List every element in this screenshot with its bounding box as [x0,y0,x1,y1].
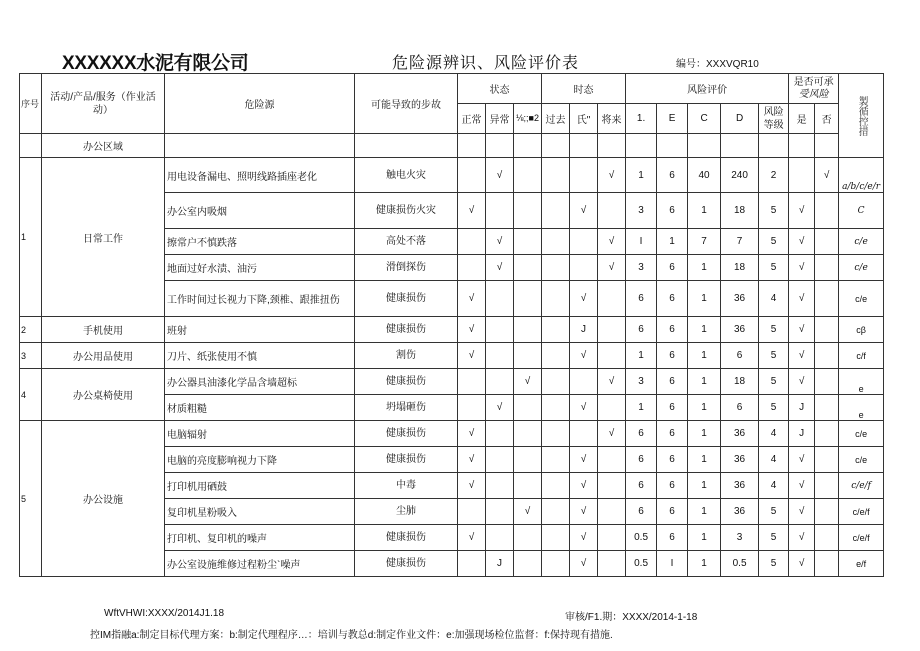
yes-cell: √ [789,317,815,343]
lvl-cell: 4 [759,447,789,473]
abnormal-cell: √ [486,255,514,281]
emer-cell [514,473,542,499]
consequence-cell: 中毒 [355,473,458,499]
d-cell: 36 [721,281,759,317]
e-cell: 6 [657,193,688,229]
abnormal-cell [486,421,514,447]
footer-reviewed: 审核/F1.期：XXXX/2014-1-18 [565,612,698,623]
l-cell: 6 [626,281,657,317]
l-cell: 0.5 [626,525,657,551]
header-state: 状态 [458,74,542,104]
yes-cell: J [789,421,815,447]
past-cell [542,193,570,229]
normal-cell: √ [458,343,486,369]
present-cell: √ [570,525,598,551]
activity-seq: 5 [20,421,42,577]
d-cell: 240 [721,158,759,193]
abnormal-cell [486,447,514,473]
e-cell: 6 [657,255,688,281]
emer-cell [514,317,542,343]
header-yes: 是 [789,104,815,134]
c-cell: 1 [688,395,721,421]
lvl-cell: 5 [759,317,789,343]
present-cell: √ [570,499,598,525]
table-row [20,343,884,369]
c-cell: 7 [688,229,721,255]
abnormal-cell [486,369,514,395]
hazard-cell: 用电设备漏电、照明线路插座老化 [165,158,355,193]
hazard-cell: 复印机星粉吸入 [165,499,355,525]
future-cell [598,343,626,369]
emer-cell: √ [514,499,542,525]
normal-cell: √ [458,421,486,447]
c-cell: 1 [688,255,721,281]
past-cell [542,447,570,473]
table-row [20,421,884,447]
no-cell [815,193,839,229]
present-cell: √ [570,473,598,499]
abnormal-cell [486,317,514,343]
control-cell: e/f [839,551,884,577]
emer-cell [514,395,542,421]
d-cell: 18 [721,193,759,229]
header-emergency: ⅛;;■2 [514,104,542,134]
present-cell: √ [570,281,598,317]
e-cell: 6 [657,158,688,193]
document-title: 危险源辨识、风险评价表 [392,53,580,72]
normal-cell: √ [458,317,486,343]
hazard-cell: 班射 [165,317,355,343]
lvl-cell: 5 [759,343,789,369]
footer-compiled: WftVHWI:XXXX/2014J1.18 [104,608,225,619]
emer-cell [514,551,542,577]
c-cell: 1 [688,421,721,447]
header-seq: 序号 [20,74,42,134]
emer-cell [514,525,542,551]
table-body [20,158,884,577]
activity-facilities: 办公设施 [42,421,165,577]
control-cell: cβ [839,317,884,343]
d-cell: 36 [721,473,759,499]
present-cell [570,369,598,395]
lvl-cell: 5 [759,369,789,395]
e-cell: 6 [657,281,688,317]
future-cell [598,499,626,525]
e-cell: 6 [657,525,688,551]
past-cell [542,551,570,577]
future-cell [598,551,626,577]
header-consequence: 可能导致的步故 [355,74,458,134]
no-cell [815,421,839,447]
normal-cell: √ [458,525,486,551]
header-control: 製循控措 [839,74,884,158]
future-cell: √ [598,369,626,395]
l-cell: I [626,229,657,255]
yes-cell [789,158,815,193]
yes-cell: √ [789,281,815,317]
hazard-cell: 打印机用硒鼓 [165,473,355,499]
footer-legend: 控IM指融a:制定目标代理方案：b:制定代理程序…：培训与教总d:制定作业文件：e:加强现场检位监督：f:保持现有措施. [90,630,613,641]
past-cell [542,343,570,369]
l-cell: 6 [626,499,657,525]
section-office-area: 办公区域 [42,134,165,158]
normal-cell [458,551,486,577]
no-cell [815,447,839,473]
d-cell: 36 [721,421,759,447]
emer-cell [514,343,542,369]
present-cell: √ [570,551,598,577]
future-cell [598,473,626,499]
yes-cell: √ [789,525,815,551]
abnormal-cell: √ [486,395,514,421]
past-cell [542,421,570,447]
l-cell: 1 [626,158,657,193]
e-cell: 6 [657,395,688,421]
header-normal: 正常 [458,104,486,134]
past-cell [542,525,570,551]
control-cell: c/e/f [839,473,884,499]
control-cell: c/e [839,229,884,255]
d-cell: 36 [721,499,759,525]
lvl-cell: 5 [759,551,789,577]
activity-seq: 2 [20,317,42,343]
table-row [20,158,884,193]
abnormal-cell: √ [486,229,514,255]
control-cell: c/e [839,255,884,281]
c-cell: 1 [688,551,721,577]
no-cell [815,525,839,551]
control-cell: c/f [839,343,884,369]
l-cell: 6 [626,421,657,447]
no-cell [815,551,839,577]
control-cell: e [839,369,884,395]
c-cell: 1 [688,447,721,473]
no-cell [815,369,839,395]
c-cell: 1 [688,317,721,343]
l-cell: 0.5 [626,551,657,577]
control-cell: c/e [839,281,884,317]
header-acceptable [789,74,839,104]
e-cell: 6 [657,369,688,395]
table-row [20,317,884,343]
e-cell: 6 [657,317,688,343]
activity-seq: 4 [20,369,42,421]
emer-cell [514,255,542,281]
consequence-cell: 触电火灾 [355,158,458,193]
present-cell [570,229,598,255]
consequence-cell: 高处不落 [355,229,458,255]
hazard-cell: 材质粗糙 [165,395,355,421]
normal-cell: √ [458,447,486,473]
future-cell [598,447,626,473]
normal-cell [458,229,486,255]
header-hazard: 危险源 [165,74,355,134]
control-cell: c/e/f [839,499,884,525]
header-level: 风险等级 [759,104,789,134]
header-acceptable-sub: 受风险 [798,88,829,100]
past-cell [542,255,570,281]
normal-cell: √ [458,473,486,499]
consequence-cell: 健康损伤 [355,421,458,447]
no-cell [815,317,839,343]
consequence-cell: 健康损伤火灾 [355,193,458,229]
d-cell: 18 [721,369,759,395]
future-cell [598,281,626,317]
past-cell [542,229,570,255]
header-no: 否 [815,104,839,134]
normal-cell [458,395,486,421]
lvl-cell: 4 [759,421,789,447]
consequence-cell: 健康损伤 [355,369,458,395]
yes-cell: √ [789,473,815,499]
no-cell [815,229,839,255]
consequence-cell: 健康损伤 [355,551,458,577]
control-cell: a/b/c/e/r [839,158,884,193]
consequence-cell: 健康损伤 [355,317,458,343]
yes-cell: √ [789,447,815,473]
lvl-cell: 2 [759,158,789,193]
abnormal-cell: J [486,551,514,577]
e-cell: 6 [657,499,688,525]
emer-cell [514,421,542,447]
header-d: D [721,104,759,134]
consequence-cell: 割伤 [355,343,458,369]
lvl-cell: 4 [759,281,789,317]
yes-cell: √ [789,255,815,281]
hazard-cell: 擦常户不慎跌落 [165,229,355,255]
abnormal-cell [486,473,514,499]
emer-cell [514,229,542,255]
past-cell [542,369,570,395]
hazard-cell: 电脑辐射 [165,421,355,447]
lvl-cell: 4 [759,473,789,499]
normal-cell [458,158,486,193]
hazard-cell: 办公室内吸烟 [165,193,355,229]
present-cell [570,421,598,447]
hazard-cell: 打印机、复印机的噪声 [165,525,355,551]
consequence-cell: 坍塌砸伤 [355,395,458,421]
past-cell [542,317,570,343]
abnormal-cell [486,525,514,551]
control-cell: e [839,395,884,421]
c-cell: 1 [688,193,721,229]
e-cell: 6 [657,421,688,447]
present-cell: J [570,317,598,343]
control-cell: c/e/f [839,525,884,551]
past-cell [542,499,570,525]
table-header [20,74,884,158]
yes-cell: √ [789,229,815,255]
l-cell: 3 [626,369,657,395]
header-c: C [688,104,721,134]
d-cell: 18 [721,255,759,281]
c-cell: 1 [688,473,721,499]
emer-cell [514,281,542,317]
c-cell: 1 [688,499,721,525]
future-cell [598,525,626,551]
c-cell: 1 [688,281,721,317]
yes-cell: √ [789,343,815,369]
control-cell: c/e [839,447,884,473]
no-cell [815,343,839,369]
normal-cell: √ [458,193,486,229]
activity-desk-chair-use: 办公桌椅使用 [42,369,165,421]
lvl-cell: 5 [759,525,789,551]
future-cell [598,317,626,343]
normal-cell [458,255,486,281]
control-cell: c/e [839,421,884,447]
c-cell: 1 [688,525,721,551]
header-abnormal: 异常 [486,104,514,134]
no-cell [815,499,839,525]
header-e: E [657,104,688,134]
future-cell: √ [598,421,626,447]
e-cell: 6 [657,343,688,369]
normal-cell [458,499,486,525]
d-cell: 6 [721,395,759,421]
header-present: 氏" [570,104,598,134]
present-cell: √ [570,395,598,421]
d-cell: 6 [721,343,759,369]
emer-cell: √ [514,369,542,395]
abnormal-cell: √ [486,158,514,193]
past-cell [542,395,570,421]
activity-seq: 3 [20,343,42,369]
hazard-cell: 办公室设施维修过程粉尘`噪声 [165,551,355,577]
consequence-cell: 健康损伤 [355,281,458,317]
normal-cell: √ [458,281,486,317]
lvl-cell: 5 [759,193,789,229]
past-cell [542,473,570,499]
emer-cell [514,158,542,193]
future-cell: √ [598,158,626,193]
consequence-cell: 滑倒探伤 [355,255,458,281]
lvl-cell: 5 [759,395,789,421]
document-number: 编号：XXXVQR10 [676,59,759,70]
future-cell [598,395,626,421]
d-cell: 0.5 [721,551,759,577]
l-cell: 1 [626,343,657,369]
header-tense: 时态 [542,74,626,104]
emer-cell [514,193,542,229]
yes-cell: √ [789,369,815,395]
activity-daily-work: 日常工作 [42,158,165,317]
consequence-cell: 尘肺 [355,499,458,525]
lvl-cell: 5 [759,229,789,255]
future-cell [598,193,626,229]
no-cell [815,281,839,317]
company-name: XXXXXX水泥有限公司 [62,53,249,74]
abnormal-cell [486,193,514,229]
yes-cell: √ [789,551,815,577]
future-cell: √ [598,229,626,255]
lvl-cell: 5 [759,255,789,281]
header-activity: 活动/产品/服务（作业活动） [42,74,165,134]
normal-cell [458,369,486,395]
e-cell: 6 [657,447,688,473]
e-cell: 1 [657,229,688,255]
hazard-cell: 办公器具油漆化学品含墙超标 [165,369,355,395]
l-cell: 6 [626,447,657,473]
d-cell: 36 [721,447,759,473]
consequence-cell: 健康损伤 [355,525,458,551]
e-cell: 6 [657,473,688,499]
lvl-cell: 5 [759,499,789,525]
header-future: 将来 [598,104,626,134]
header-acceptable-label: 是否可承 [793,76,834,88]
present-cell [570,255,598,281]
hazard-risk-table [19,73,884,577]
l-cell: 3 [626,255,657,281]
header-past: 过去 [542,104,570,134]
no-cell [815,395,839,421]
future-cell: √ [598,255,626,281]
present-cell: √ [570,193,598,229]
l-cell: 6 [626,473,657,499]
abnormal-cell [486,343,514,369]
e-cell: I [657,551,688,577]
no-cell [815,255,839,281]
no-cell [815,473,839,499]
activity-seq: 1 [20,158,42,317]
l-cell: 3 [626,193,657,229]
d-cell: 3 [721,525,759,551]
c-cell: 1 [688,343,721,369]
activity-phone-use: 手机使用 [42,317,165,343]
hazard-cell: 地面过好水渍、油污 [165,255,355,281]
hazard-cell: 电脑的亮度膨响视力下降 [165,447,355,473]
c-cell: 40 [688,158,721,193]
no-cell: √ [815,158,839,193]
abnormal-cell [486,281,514,317]
yes-cell: √ [789,193,815,229]
header-l: 1. [626,104,657,134]
abnormal-cell [486,499,514,525]
present-cell: √ [570,343,598,369]
d-cell: 7 [721,229,759,255]
activity-supplies-use: 办公用品使用 [42,343,165,369]
present-cell: √ [570,447,598,473]
emer-cell [514,447,542,473]
d-cell: 36 [721,317,759,343]
hazard-cell: 工作时间过长视力下降,颈椎、跟推扭伤 [165,281,355,317]
yes-cell: J [789,395,815,421]
present-cell [570,158,598,193]
header-risk-eval: 风险评价 [626,74,789,104]
c-cell: 1 [688,369,721,395]
past-cell [542,158,570,193]
past-cell [542,281,570,317]
hazard-cell: 刀片、纸张使用不慎 [165,343,355,369]
l-cell: 1 [626,395,657,421]
table-row [20,369,884,395]
yes-cell: √ [789,499,815,525]
l-cell: 6 [626,317,657,343]
control-cell: C [839,193,884,229]
consequence-cell: 健康损伤 [355,447,458,473]
